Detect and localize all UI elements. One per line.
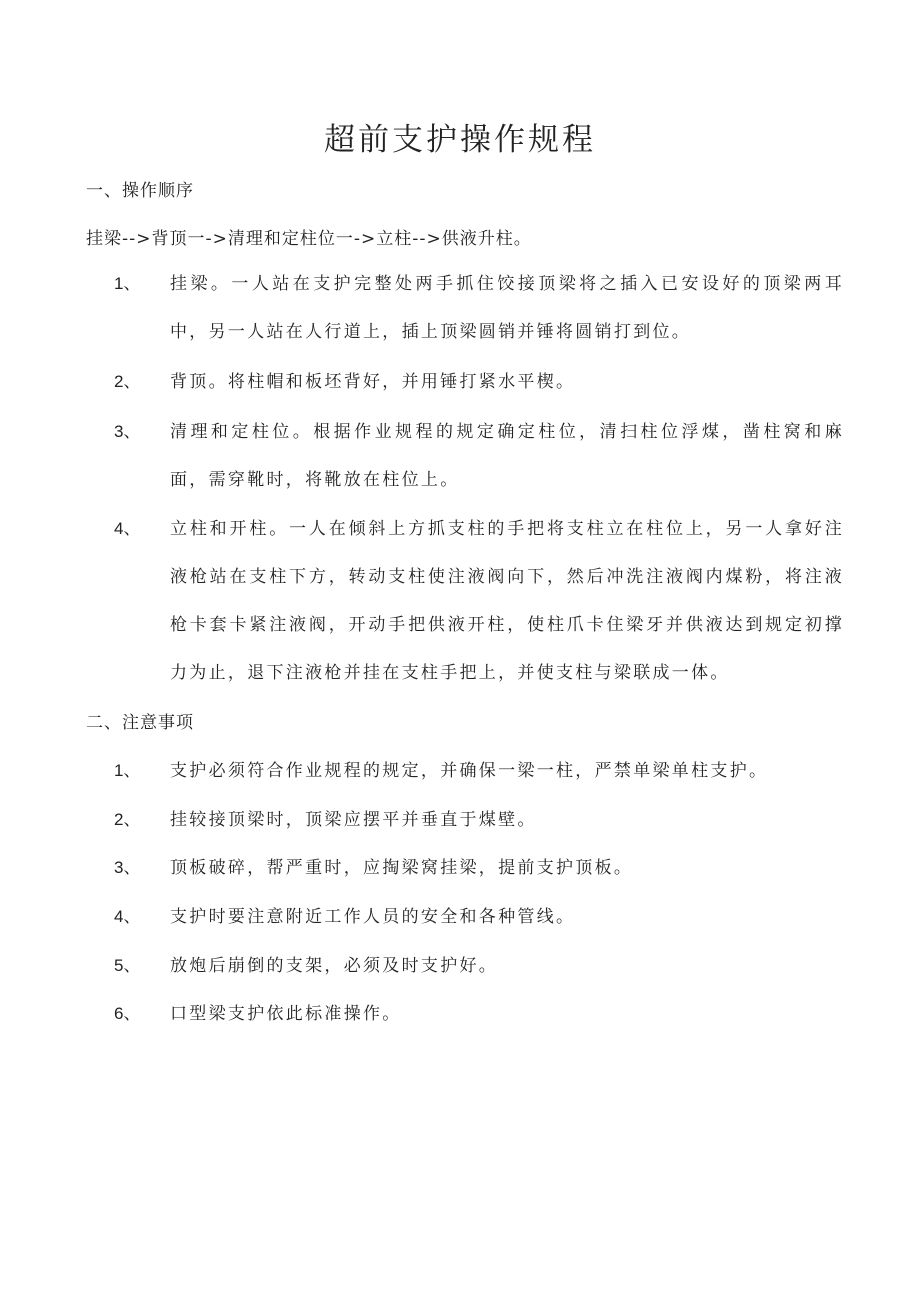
item-number: 2、 xyxy=(114,372,141,391)
document-title: 超前支护操作规程 xyxy=(324,122,596,158)
item-text: 支护时要注意附近工作人员的安全和各种管线。 xyxy=(170,907,576,927)
list-item xyxy=(114,505,844,697)
item-number: 2、 xyxy=(114,810,141,829)
item-text: 口型梁支护依此标准操作。 xyxy=(170,1004,402,1024)
item-text: 背顶。将柱帽和板坯背好，并用锤打紧水平楔。 xyxy=(170,372,576,392)
item-text: 支护必须符合作业规程的规定，并确保一梁一柱，严禁单梁单柱支护。 xyxy=(170,761,769,781)
item-text: 立柱和开柱。一人在倾斜上方抓支柱的手把将支柱立在柱位上，另一人拿好注液枪站在支柱下方，转动支柱使注液阀向下，然后冲洗注液阀内煤粉，将注液枪卡套卡紧注液阀，开动手把供液开柱，使柱爪卡住梁牙并供液达到规定初撑力为止，退下注液枪并挂在支柱手把上，并使支柱与梁联成一体。 xyxy=(170,519,844,683)
item-number: 6、 xyxy=(114,1004,141,1023)
list-item xyxy=(114,408,844,504)
item-text: 顶板破碎，帮严重时，应掏梁窝挂梁，提前支护顶板。 xyxy=(170,858,634,878)
list-item xyxy=(114,747,844,795)
item-number: 1、 xyxy=(114,761,141,780)
item-number: 1、 xyxy=(114,274,141,293)
list-item xyxy=(114,796,844,844)
item-text: 放炮后崩倒的支架，必须及时支护好。 xyxy=(170,956,499,976)
item-number: 4、 xyxy=(114,519,141,538)
list-item xyxy=(114,260,844,356)
item-text: 挂梁。一人站在支护完整处两手抓住饺接顶梁将之插入已安设好的顶梁两耳中，另一人站在人行道上，插上顶梁圆销并锤将圆销打到位。 xyxy=(170,274,844,342)
list-item xyxy=(114,942,844,990)
list-item xyxy=(114,844,844,892)
list-item xyxy=(114,990,844,1038)
list-item xyxy=(114,358,844,406)
item-number: 3、 xyxy=(114,422,141,441)
item-number: 3、 xyxy=(114,858,141,877)
item-number: 4、 xyxy=(114,907,141,926)
list-item xyxy=(114,893,844,941)
item-number: 5、 xyxy=(114,956,141,975)
operation-flow: 挂梁-->背顶一->清理和定柱位一->立柱-->供液升柱。 xyxy=(86,229,532,249)
item-text: 挂较接顶梁时，顶梁应摆平并垂直于煤壁。 xyxy=(170,810,537,830)
item-text: 清理和定柱位。根据作业规程的规定确定柱位，清扫柱位浮煤，凿柱窝和麻面，需穿靴时，将靴放在柱位上。 xyxy=(170,422,844,490)
section-heading-operation-order: 一、操作顺序 xyxy=(86,181,194,201)
section-heading-precautions: 二、注意事项 xyxy=(86,713,194,733)
